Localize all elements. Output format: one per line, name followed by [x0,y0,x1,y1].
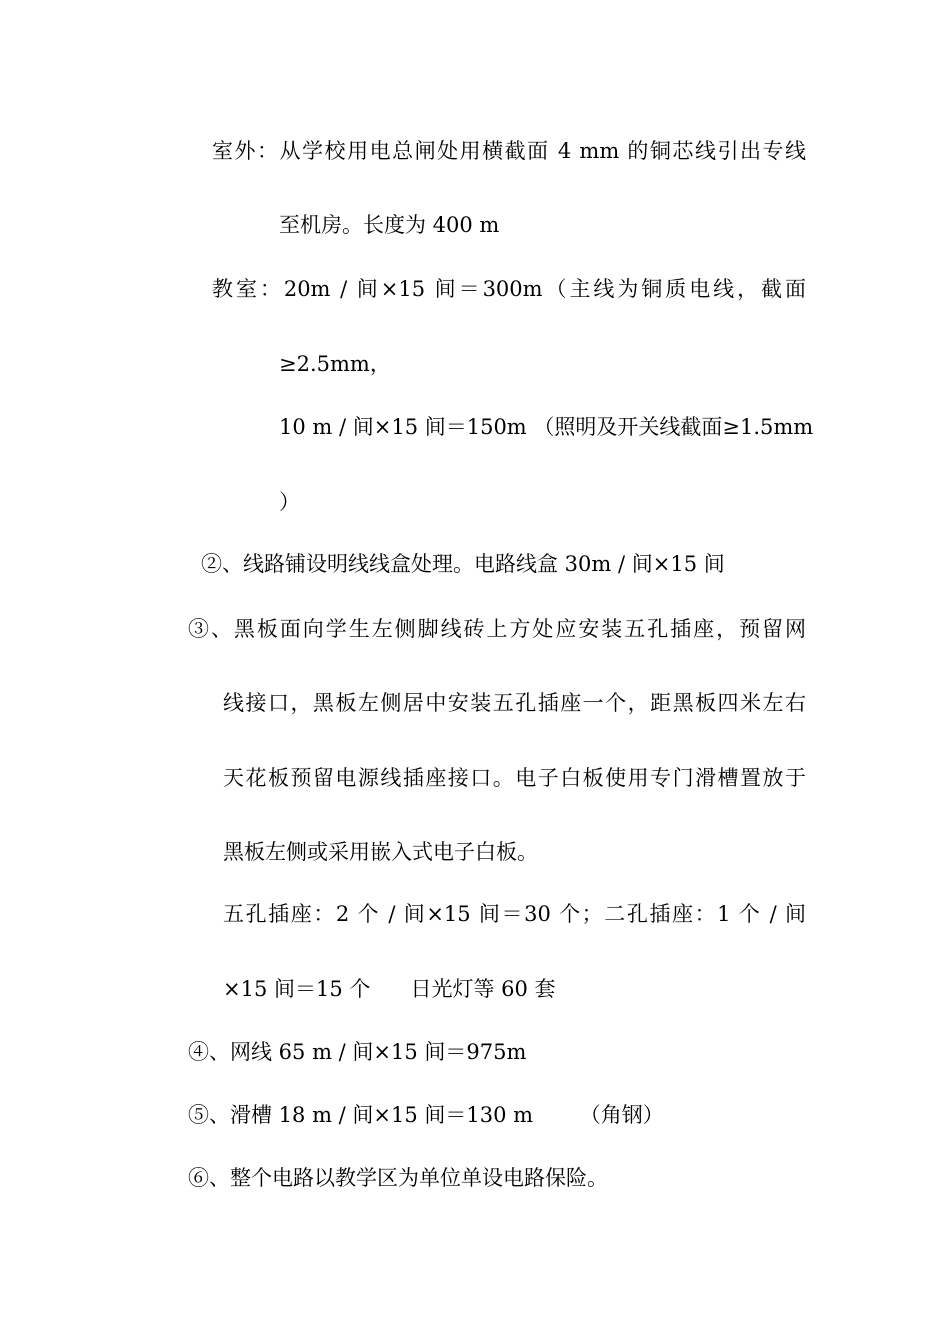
socket-count-line-cont: ×15 间＝15 个 日光灯等 60 套 [223,977,556,1001]
paragraph-line-classroom: 教室：20m / 间×15 间＝300m（主线为铜质电线，截面 [212,277,806,301]
list-item-2: ②、线路铺设明线线盒处理。电路线盒 30m / 间×15 间 [201,552,725,576]
list-item-3-cont-1: 线接口，黑板左侧居中安装五孔插座一个，距黑板四米左右 [223,691,806,715]
list-item-6: ⑥、整个电路以教学区为单位单设电路保险。 [188,1166,608,1190]
list-item-4: ④、网线 65 m / 间×15 间＝975m [188,1040,527,1064]
paragraph-line-lighting: 10 m / 间×15 间＝150m （照明及开关线截面≥1.5mm [279,415,814,439]
list-item-3: ③、黑板面向学生左侧脚线砖上方处应安装五孔插座，预留网 [188,617,806,641]
socket-count-line: 五孔插座：2 个 / 间×15 间＝30 个；二孔插座：1 个 / 间 [223,902,806,926]
list-item-3-cont-2: 天花板预留电源线插座接口。电子白板使用专门滑槽置放于 [223,766,806,790]
paragraph-line-outdoor: 室外：从学校用电总闸处用横截面 4 mm 的铜芯线引出专线 [212,139,806,163]
list-item-3-cont-3: 黑板左侧或采用嵌入式电子白板。 [223,840,538,864]
paragraph-line-outdoor-cont: 至机房。长度为 400 m [279,213,500,237]
paragraph-line-classroom-cont: ≥2.5mm， [279,352,391,376]
list-item-5: ⑤、滑槽 18 m / 间×15 间＝130 m （角钢） [188,1103,664,1127]
paragraph-line-lighting-cont: ） [279,490,300,514]
